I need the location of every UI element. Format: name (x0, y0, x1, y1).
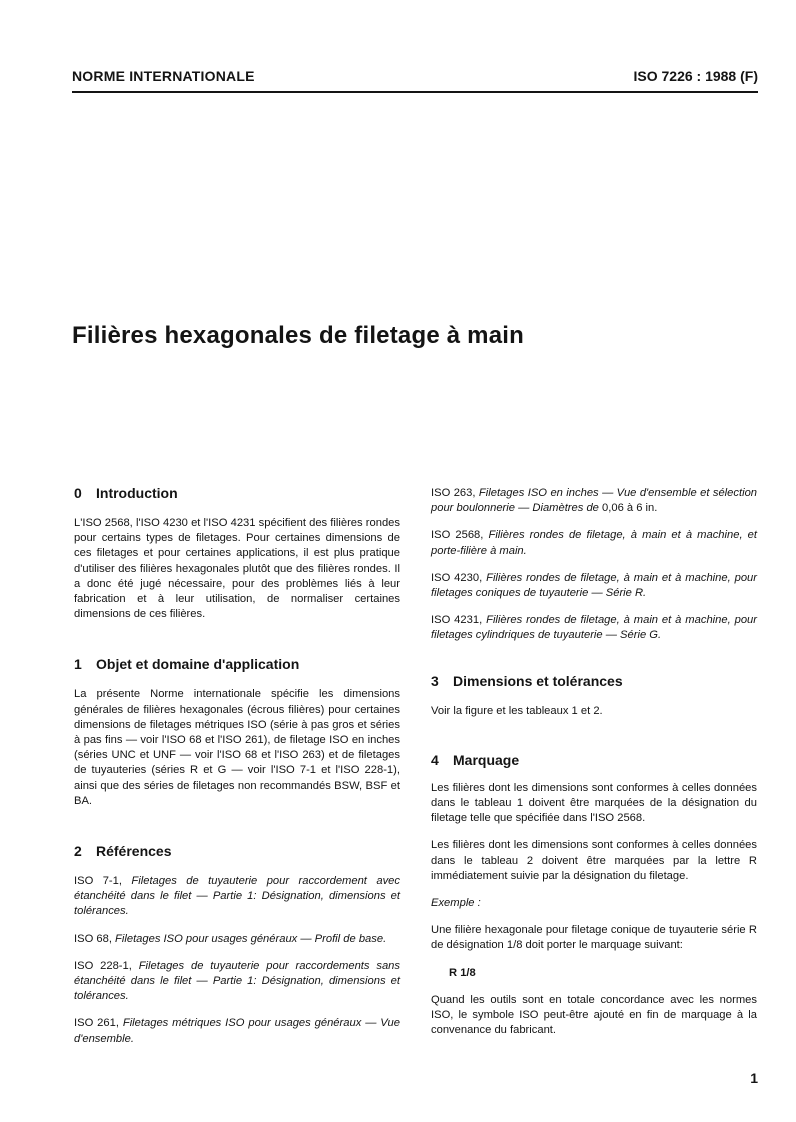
marking-paragraph-1: Les filières dont les dimensions sont conformes à celles données dans le tableau 1 doivent être marquées de la désignation du filetage telle que spécifiée dans l'ISO 2568. (431, 781, 757, 825)
reference-title: Filières rondes de filetage, à main et à machine, pour filetages cylindriques de tuyauterie — Série G. (431, 614, 758, 642)
header-rule (72, 91, 758, 93)
reference-item (431, 486, 757, 516)
reference-code: ISO 4230, (431, 571, 483, 584)
reference-item (431, 613, 757, 643)
section-number: 2 (74, 843, 82, 860)
reference-code: ISO 263, (431, 487, 476, 499)
page-header (72, 68, 758, 90)
section-0-heading (74, 484, 400, 502)
example-marking: R 1/8 (449, 966, 476, 979)
example-label (431, 896, 757, 911)
section-title: Introduction (96, 485, 178, 501)
reference-item (74, 874, 400, 920)
section-number: 0 (74, 485, 82, 501)
page-number: 1 (750, 1070, 758, 1086)
left-column (74, 484, 400, 1047)
reference-code: ISO 4231, (431, 614, 483, 627)
section-number: 4 (431, 751, 439, 768)
reference-code: ISO 7-1, (74, 875, 122, 888)
section-title: Dimensions et tolérances (453, 672, 623, 689)
section-3-heading (431, 672, 757, 690)
reference-title: Filetages ISO en inches — Vue d'ensemble et sélection pour boulonnerie — Diamètres de (431, 487, 758, 515)
reference-title: Filetages de tuyauterie pour raccordements sans étanchéité dans le filet — Partie 1: Désignation, dimensions et tolérances. (74, 959, 400, 1003)
section-1-heading (74, 655, 400, 673)
reference-title: Filetages de tuyauterie pour raccordement avec étanchéité dans le filet — Partie 1: Désignation, dimensions et tolérances. (74, 875, 400, 918)
marking-paragraph-3: Quand les outils sont en totale concordance avec les normes ISO, le symbole ISO peut-être ajouté en fin de marquage à la convenance du fabricant. (431, 993, 757, 1037)
example-label-text: Exemple : (431, 897, 481, 910)
reference-item (74, 932, 400, 947)
marking-paragraph-2: Les filières dont les dimensions sont conformes à celles données dans le tableau 2 doivent être marquées par la lettre R immédiatement suivie par la désignation du filetage. (431, 839, 757, 882)
section-2-heading (74, 842, 400, 860)
section-4-heading (431, 751, 757, 769)
scope-paragraph: La présente Norme internationale spécifie les dimensions générales de filières hexagonales (écrous filières) pour certaines dimensions de filetages métriques ISO (série à pas gros et séries à pas fins — voir l'ISO 68 et l'ISO 261), de filetage ISO en inches (séries UNC et UNF — voir l'ISO 68 et l'ISO 263) et de filetages de tuyauteries (séries R et G — voir l'ISO 7-1 et l'ISO 228-1), ainsi que des séries de filetages non recommandés BSW, BSF et BA. (74, 688, 400, 807)
section-title: Marquage (453, 751, 520, 768)
reference-title: Filetages ISO pour usages généraux — Profil de base. (115, 932, 387, 945)
section-number: 3 (431, 672, 439, 689)
reference-item (431, 571, 757, 601)
section-number: 1 (74, 656, 82, 673)
reference-item (74, 1016, 400, 1046)
reference-item (74, 959, 400, 1005)
header-standard-type: NORME INTERNATIONALE (72, 68, 255, 84)
right-column (431, 486, 757, 1038)
example-paragraph: Une filière hexagonale pour filetage conique de tuyauterie série R de désignation 1/8 doit porter le marquage suivant: (431, 924, 757, 952)
reference-code: ISO 228-1, (74, 959, 132, 972)
reference-code: ISO 2568, (431, 529, 484, 542)
reference-tail: 0,06 à 6 in. (598, 502, 658, 515)
dimensions-paragraph: Voir la figure et les tableaux 1 et 2. (431, 704, 603, 717)
reference-title: Filetages métriques ISO pour usages généraux — Vue d'ensemble. (74, 1017, 400, 1045)
section-title: Objet et domaine d'application (96, 656, 300, 673)
document-title: Filières hexagonales de filetage à main (72, 322, 524, 349)
intro-paragraph: L'ISO 2568, l'ISO 4230 et l'ISO 4231 spécifient des filières rondes pour certains types de filetages. Pour certaines dimensions de ces filetages et pour certaines applications, il est plus pratique d'utiliser des filières hexagonales plutôt que des filières rondes. Il a donc été jugé nécessaire, pour des problèmes liés à leur fabrication et à leur utilisation, de normaliser certaines dimensions de ces filières. (74, 517, 400, 621)
reference-item (431, 528, 757, 558)
header-standard-number: ISO 7226 : 1988 (F) (633, 68, 758, 84)
reference-code: ISO 261, (74, 1017, 119, 1030)
section-title: Références (96, 843, 172, 860)
reference-code: ISO 68, (74, 932, 112, 945)
reference-title: Filières rondes de filetage, à main et à machine, et porte-filière à main. (431, 529, 757, 557)
reference-title: Filières rondes de filetage, à main et à machine, pour filetages coniques de tuyauterie — Série R. (431, 571, 758, 600)
